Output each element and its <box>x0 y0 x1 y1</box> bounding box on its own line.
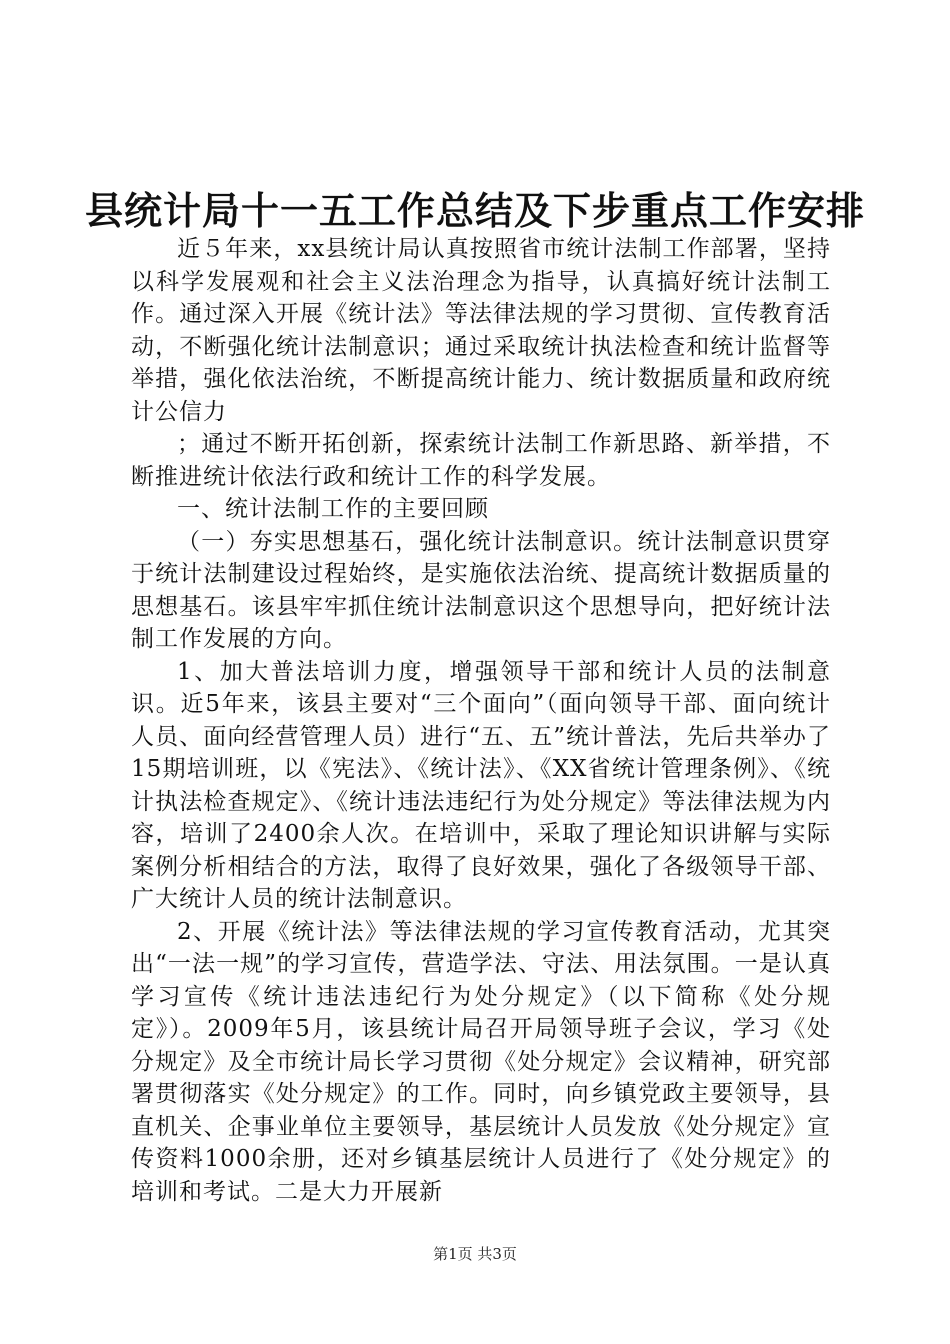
paragraph: 近５年来，xx县统计局认真按照省市统计法制工作部署，坚持以科学发展观和社会主义法治理念为指导，认真搞好统计法制工作。通过深入开展《统计法》等法律法规的学习贯彻、宣传教育活动，不断强化统计法制意识；通过采取统计执法检查和统计监督等举措，强化依法治统，不断提高统计能力、统计数据质量和政府统计公信力 <box>131 236 831 425</box>
document-body <box>131 233 831 1208</box>
section-heading: 一、统计法制工作的主要回顾 <box>177 496 489 522</box>
subsection-paragraph: （一）夯实思想基石，强化统计法制意识。统计法制意识贯穿于统计法制建设过程始终，是实施依法治统、提高统计数据质量的思想基石。该县牢牢抓住统计法制意识这个思想导向，把好统计法制工作发展的方向。 <box>131 528 831 652</box>
page-footer: 第1页 共3页 <box>433 1245 517 1263</box>
paragraph: ；通过不断开拓创新，探索统计法制工作新思路、新举措，不断推进统计依法行政和统计工作的科学发展。 <box>131 431 831 490</box>
document-title: 县统计局十一五工作总结及下步重点工作安排 <box>84 189 865 233</box>
paragraph: 1、加大普法培训力度，增强领导干部和统计人员的法制意识。近5年来，该县主要对“三个面向”（面向领导干部、面向统计人员、面向经营管理人员）进行“五、五”统计普法，先后共举办了15期培训班，以《宪法》、《统计法》、《XX省统计管理条例》、《统计执法检查规定》、《统计违法违纪行为处分规定》等法律法规为内容，培训了2400余人次。在培训中，采取了理论知识讲解与实际案例分析相结合的方法，取得了良好效果，强化了各级领导干部、广大统计人员的统计法制意识。 <box>131 658 831 912</box>
paragraph: 2、开展《统计法》等法律法规的学习宣传教育活动，尤其突出“一法一规”的学习宣传，营造学法、守法、用法氛围。一是认真学习宣传《统计违法违纪行为处分规定》（以下简称《处分规定》）。2009年5月，该县统计局召开局领导班子会议，学习《处分规定》及全市统计局长学习贯彻《处分规定》会议精神，研究部署贯彻落实《处分规定》的工作。同时，向乡镇党政主要领导，县直机关、企事业单位主要领导，基层统计人员发放《处分规定》宣传资料1000余册，还对乡镇基层统计人员进行了《处分规定》的培训和考试。二是大力开展新 <box>131 918 831 1205</box>
